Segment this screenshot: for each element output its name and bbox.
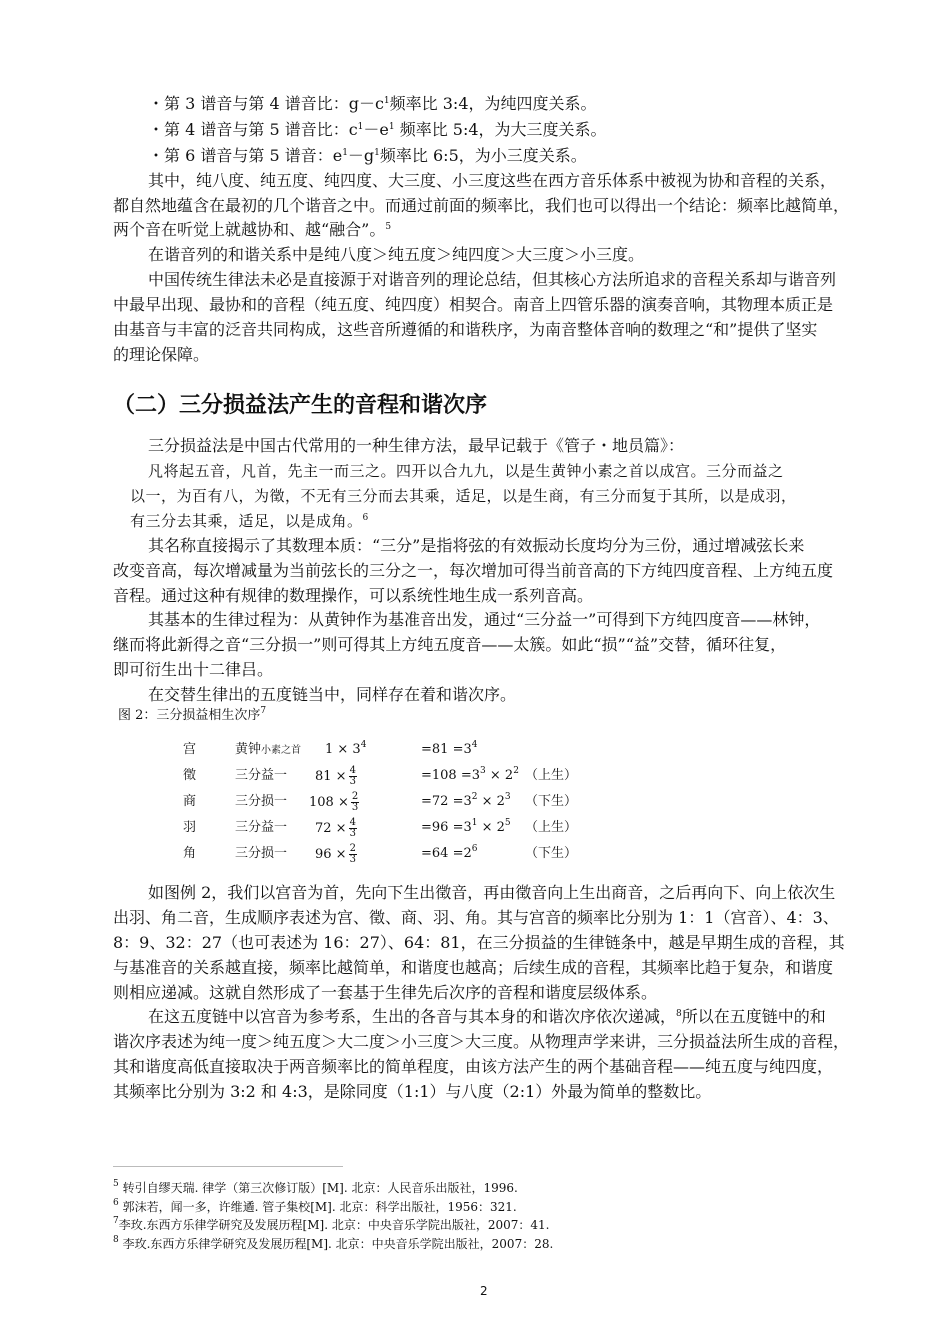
figure-caption: 图 2：三分损益相生次序$^7$	[118, 706, 267, 723]
direction-cell: （上生）	[525, 820, 578, 835]
base-cell: 108 × $\frac{2}{3}$	[309, 791, 359, 813]
paragraph-line: 则相应递减。这就自然形成了一套基于生律先后次序的音程和谐度层级体系。	[113, 983, 658, 1002]
bullet-item: ・第 6 谱音与第 5 谱音：$e^1-g^1$频率比 6:5，为小三度关系。	[148, 146, 587, 165]
table-row	[183, 740, 603, 760]
paragraph-line: 都自然地蕴含在最初的几个谐音之中。而通过前面的频率比，我们也可以得出一个结论：频率比越简单，	[113, 196, 850, 215]
direction-cell: （上生）	[525, 768, 578, 783]
paragraph-line: 谐次序表述为纯一度＞纯五度＞大二度＞小三度＞大三度。从物理声学来讲，三分损益法所生成的音程，	[113, 1032, 850, 1051]
tone-cell: 商	[183, 794, 197, 809]
tone-cell: 徵	[183, 768, 197, 783]
method-cell: 黄钟小素之首	[235, 742, 302, 757]
direction-cell: （下生）	[525, 794, 578, 809]
paragraph-line: 在这五度链中以宫音为参考系，生出的各音与其本身的和谐次序依次递减，$^8$所以在五度链中的和	[148, 1007, 826, 1026]
footnote-ref[interactable]: 5	[385, 222, 392, 232]
direction-cell: （下生）	[525, 846, 578, 861]
paragraph-line: 其名称直接揭示了其数理本质：“三分”是指将弦的有效振动长度均分为三份，通过增减弦长来	[148, 536, 805, 555]
quote-line: 以一，为百有八，为徵，不无有三分而去其乘，适足，以是生商，有三分而复于其所，以是成羽，	[130, 487, 797, 505]
quote-line: 凡将起五音，凡首，先主一而三之。四开以合九九，以是生黄钟小素之首以成宫。三分而益之	[148, 462, 784, 480]
footnote: $^8$ 李玫.东西方乐律学研究及发展历程[M]. 北京：中央音乐学院出版社，2007：28.	[113, 1235, 554, 1251]
paragraph-line: 两个音在听觉上就越协和、越“融合”。$^5$	[113, 220, 392, 239]
result-cell: $=96 =3^1 \times 2^5$	[421, 818, 511, 835]
table-row	[183, 818, 603, 838]
table-row	[183, 844, 603, 864]
base-cell: 96 × $\frac{2}{3}$	[315, 843, 356, 865]
paragraph-line: 其基本的生律过程为：从黄钟作为基准音出发，通过“三分益一”可得到下方纯四度音——林钟，	[148, 610, 821, 629]
table-row	[183, 766, 603, 786]
paragraph-line: 出羽、角二音，生成顺序表述为宫、徵、商、羽、角。其与宫音的频率比分别为 1：1（宫音）、4：3、	[113, 908, 839, 927]
table-row	[183, 792, 603, 812]
paragraph-line: 三分损益法是中国古代常用的一种生律方法，最早记载于《管子・地员篇》：	[148, 436, 685, 455]
tone-cell: 角	[183, 846, 197, 861]
paragraph-line: 其和谐度高低直接取决于两音频率比的简单程度，由该方法产生的两个基础音程——纯五度与纯四度，	[113, 1057, 834, 1076]
base-cell: 81 × $\frac{4}{3}$	[315, 765, 356, 787]
tone-cell: 宫	[183, 742, 197, 757]
method-cell: 三分益一	[235, 820, 288, 835]
paragraph-line: 如图例 2，我们以宫音为首，先向下生出徵音，再由徵音向上生出商音，之后再向下、向上依次生	[148, 883, 836, 902]
result-cell: $=81 =3^4$	[421, 740, 478, 757]
tone-cell: 羽	[183, 820, 197, 835]
result-cell: $=108 =3^3 \times 2^2$	[421, 766, 519, 783]
paragraph-line: 音程。通过这种有规律的数理操作，可以系统性地生成一系列音高。	[113, 586, 594, 605]
paragraph-line: 与基准音的关系越直接，频率比越简单，和谐度也越高；后续生成的音程，其频率比趋于复杂，和谐度	[113, 958, 834, 977]
footnote: $^7$李玫.东西方乐律学研究及发展历程[M]. 北京：中央音乐学院出版社，2007：41.	[113, 1216, 550, 1232]
method-cell: 三分损一	[235, 846, 288, 861]
page-number: 2	[480, 1284, 488, 1298]
base-cell: 72 × $\frac{4}{3}$	[315, 817, 356, 839]
method-cell: 三分益一	[235, 768, 288, 783]
paragraph-line: 8：9、32：27（也可表述为 16：27）、64：81，在三分损益的生律链条中，越是早期生成的音程，其	[113, 933, 845, 952]
bullet-item: ・第 3 谱音与第 4 谱音比：$g-c^1$频率比 3:4，为纯四度关系。	[148, 94, 597, 113]
footnote-divider	[113, 1166, 343, 1167]
result-cell: $=72 =3^2 \times 2^3$	[421, 792, 511, 809]
method-cell: 三分损一	[235, 794, 288, 809]
paragraph-line: 的理论保障。	[113, 345, 210, 364]
paragraph-line: 中最早出现、最协和的音程（纯五度、纯四度）相契合。南音上四管乐器的演奏音响，其物理本质正是	[113, 295, 834, 314]
paragraph-line: 中国传统生律法未必是直接源于对谐音列的理论总结，但其核心方法所追求的音程关系却与谐音列	[148, 270, 837, 289]
base-cell: $1 \times 3^4$	[325, 740, 367, 757]
paragraph-line: 其中，纯八度、纯五度、纯四度、大三度、小三度这些在西方音乐体系中被视为协和音程的关系，	[148, 171, 837, 190]
paragraph-line: 其频率比分别为 3:2 和 4:3，是除同度（1:1）与八度（2:1）外最为简单的整数比。	[113, 1082, 712, 1101]
section-heading: （二）三分损益法产生的音程和谐次序	[113, 393, 488, 418]
paragraph-line: 在交替生律出的五度链当中，同样存在着和谐次序。	[148, 685, 517, 704]
paragraph-line: 改变音高，每次增减量为当前弦长的三分之一，每次增加可得当前音高的下方纯四度音程、上方纯五度	[113, 561, 834, 580]
footnote-ref[interactable]: 8	[676, 1009, 682, 1019]
paragraph-line: 继而将此新得之音“三分损一”则可得其上方纯五度音——太簇。如此“损”“益”交替，循环往复，	[113, 635, 787, 654]
paragraph-line: 在谐音列的和谐关系中是纯八度＞纯五度＞纯四度＞大三度＞小三度。	[148, 245, 645, 264]
footnote: $^6$ 郭沫若，闻一多，许维遹. 管子集校[M]. 北京：科学出版社，1956：321.	[113, 1198, 517, 1214]
paragraph-line: 即可衍生出十二律吕。	[113, 660, 274, 679]
footnote: $^5$ 转引自缪天瑞. 律学（第三次修订版）[M]. 北京：人民音乐出版社，1996.	[113, 1179, 518, 1195]
footnote-ref[interactable]: 7	[260, 706, 267, 716]
footnote-ref[interactable]: 6	[362, 513, 369, 523]
quote-line: 有三分去其乘，适足，以是成角。$^6$	[130, 512, 369, 530]
bullet-item: ・第 4 谱音与第 5 谱音比：$c^1-e^1$ 频率比 5:4，为大三度关系。	[148, 120, 607, 139]
paragraph-line: 由基音与丰富的泛音共同构成，这些音所遵循的和谐秩序，为南音整体音响的数理之“和”提供了坚实	[113, 320, 818, 339]
result-cell: $=64 =2^6$	[421, 844, 478, 861]
